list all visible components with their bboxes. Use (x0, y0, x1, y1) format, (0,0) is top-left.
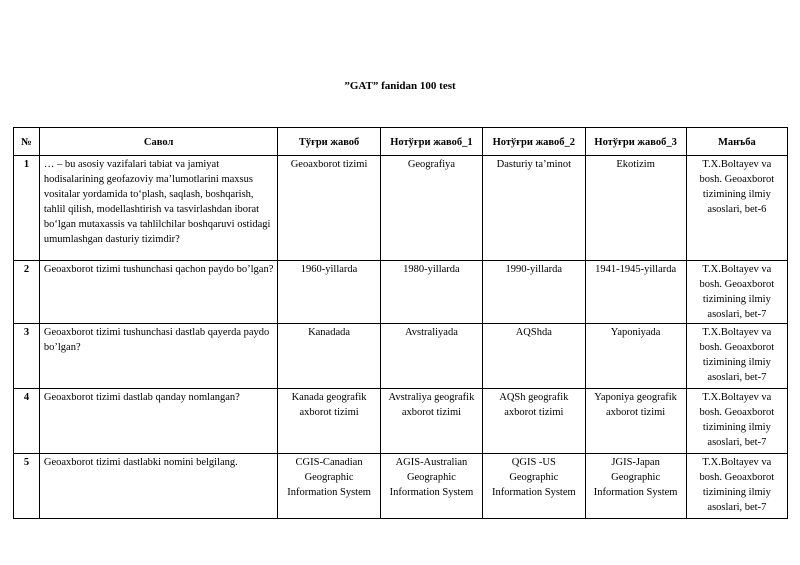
header-correct-answer: Тўғри жавоб (278, 128, 380, 156)
wrong-answer-2-cell: 1990-yillarda (483, 261, 585, 324)
source-cell: T.X.Boltayev va bosh. Geoaxborot tizimining ilmiy asoslari, bet-7 (686, 324, 787, 389)
header-question: Савол (39, 128, 278, 156)
row-number: 3 (14, 324, 40, 389)
source-cell: T.X.Boltayev va bosh. Geoaxborot tizimining ilmiy asoslari, bet-6 (686, 156, 787, 261)
wrong-answer-1-cell: Geografiya (380, 156, 482, 261)
wrong-answer-3-cell: Ekotizim (585, 156, 686, 261)
wrong-answer-2-cell: AQSh geografik axborot tizimi (483, 389, 585, 454)
row-number: 2 (14, 261, 40, 324)
wrong-answer-3-cell: JGIS-Japan Geographic Information System (585, 454, 686, 519)
header-wrong-answer-3: Нотўғри жавоб_3 (585, 128, 686, 156)
header-wrong-answer-2: Нотўғри жавоб_2 (483, 128, 585, 156)
table-row (14, 156, 788, 261)
source-cell: T.X.Boltayev va bosh. Geoaxborot tizimining ilmiy asoslari, bet-7 (686, 454, 787, 519)
correct-answer-cell: Kanadada (278, 324, 380, 389)
wrong-answer-1-cell: Avstraliyada (380, 324, 482, 389)
table-row (14, 454, 788, 519)
wrong-answer-2-cell: Dasturiy ta’minot (483, 156, 585, 261)
source-cell: T.X.Boltayev va bosh. Geoaxborot tizimining ilmiy asoslari, bet-7 (686, 261, 787, 324)
correct-answer-cell: CGIS-Canadian Geographic Information System (278, 454, 380, 519)
document-title: ”GAT” fanidan 100 test (344, 80, 456, 92)
wrong-answer-1-cell: Avstraliya geografik axborot tizimi (380, 389, 482, 454)
row-number: 4 (14, 389, 40, 454)
question-cell: Geoaxborot tizimi tushunchasi qachon paydo bo’lgan? (39, 261, 278, 324)
wrong-answer-3-cell: 1941-1945-yillarda (585, 261, 686, 324)
question-cell: Geoaxborot tizimi dastlabki nomini belgilang. (39, 454, 278, 519)
wrong-answer-1-cell: 1980-yillarda (380, 261, 482, 324)
wrong-answer-3-cell: Yaponiyada (585, 324, 686, 389)
header-number: № (14, 128, 40, 156)
row-number: 1 (14, 156, 40, 261)
header-wrong-answer-1: Нотўғри жавоб_1 (380, 128, 482, 156)
correct-answer-cell: 1960-yillarda (278, 261, 380, 324)
wrong-answer-1-cell: AGIS-Australian Geographic Information System (380, 454, 482, 519)
table-row (14, 261, 788, 324)
header-row (14, 128, 788, 156)
question-cell: Geoaxborot tizimi tushunchasi dastlab qayerda paydo bo’lgan? (39, 324, 278, 389)
table-row (14, 389, 788, 454)
row-number: 5 (14, 454, 40, 519)
correct-answer-cell: Kanada geografik axborot tizimi (278, 389, 380, 454)
test-table (13, 127, 788, 519)
correct-answer-cell: Geoaxborot tizimi (278, 156, 380, 261)
wrong-answer-3-cell: Yaponiya geografik axborot tizimi (585, 389, 686, 454)
question-cell: … – bu asosiy vazifalari tabiat va jamiyat hodisalarining geofazoviy ma’lumotlarini maxsus vositalar yordamida to‘plash, saqlash, boshqarish, tahlil qilish, modellashtirish va tasvirlashdan iborat bo‘lgan mutaxassis va tahlilchilar boshqaruvi ostidagi umumlashgan dasturiy tizimdir? (39, 156, 278, 261)
wrong-answer-2-cell: QGIS -US Geographic Information System (483, 454, 585, 519)
wrong-answer-2-cell: AQShda (483, 324, 585, 389)
question-cell: Geoaxborot tizimi dastlab qanday nomlangan? (39, 389, 278, 454)
source-cell: T.X.Boltayev va bosh. Geoaxborot tizimining ilmiy asoslari, bet-7 (686, 389, 787, 454)
table-row (14, 324, 788, 389)
header-source: Манъба (686, 128, 787, 156)
